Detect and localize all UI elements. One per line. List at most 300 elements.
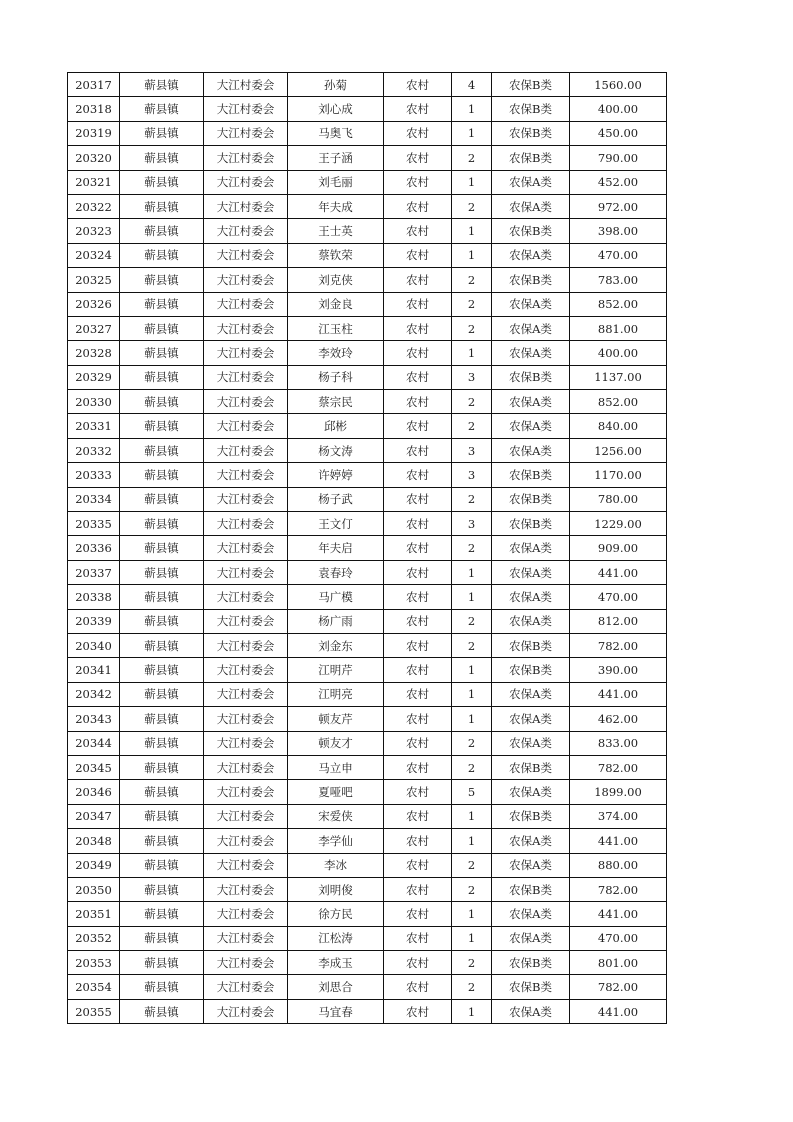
- town-cell: 蕲县镇: [120, 780, 204, 804]
- amount-cell: 801.00: [570, 951, 667, 975]
- name-cell: 杨文涛: [288, 438, 384, 462]
- village-cell: 大江村委会: [204, 390, 288, 414]
- household-count-cell: 1: [452, 97, 492, 121]
- id-cell: 20324: [68, 243, 120, 267]
- id-cell: 20348: [68, 829, 120, 853]
- household-count-cell: 3: [452, 463, 492, 487]
- amount-cell: 812.00: [570, 609, 667, 633]
- amount-cell: 374.00: [570, 804, 667, 828]
- table-row: [68, 536, 667, 560]
- town-cell: 蕲县镇: [120, 194, 204, 218]
- table-row: [68, 512, 667, 536]
- table-row: [68, 877, 667, 901]
- name-cell: 马立申: [288, 755, 384, 779]
- town-cell: 蕲县镇: [120, 707, 204, 731]
- id-cell: 20333: [68, 463, 120, 487]
- table-row: [68, 390, 667, 414]
- name-cell: 刘金东: [288, 633, 384, 657]
- village-cell: 大江村委会: [204, 194, 288, 218]
- amount-cell: 1256.00: [570, 438, 667, 462]
- area-cell: 农村: [384, 146, 452, 170]
- household-count-cell: 1: [452, 682, 492, 706]
- category-cell: 农保B类: [492, 951, 570, 975]
- village-cell: 大江村委会: [204, 682, 288, 706]
- town-cell: 蕲县镇: [120, 512, 204, 536]
- category-cell: 农保A类: [492, 780, 570, 804]
- town-cell: 蕲县镇: [120, 146, 204, 170]
- table-row: [68, 146, 667, 170]
- name-cell: 李学仙: [288, 829, 384, 853]
- village-cell: 大江村委会: [204, 463, 288, 487]
- town-cell: 蕲县镇: [120, 804, 204, 828]
- area-cell: 农村: [384, 365, 452, 389]
- amount-cell: 852.00: [570, 390, 667, 414]
- household-count-cell: 2: [452, 487, 492, 511]
- category-cell: 农保A类: [492, 536, 570, 560]
- id-cell: 20325: [68, 268, 120, 292]
- amount-cell: 909.00: [570, 536, 667, 560]
- table-row: [68, 219, 667, 243]
- category-cell: 农保A类: [492, 999, 570, 1023]
- village-cell: 大江村委会: [204, 804, 288, 828]
- table-row: [68, 731, 667, 755]
- household-count-cell: 2: [452, 951, 492, 975]
- village-cell: 大江村委会: [204, 585, 288, 609]
- household-count-cell: 1: [452, 560, 492, 584]
- table-row: [68, 585, 667, 609]
- category-cell: 农保A类: [492, 292, 570, 316]
- village-cell: 大江村委会: [204, 755, 288, 779]
- town-cell: 蕲县镇: [120, 487, 204, 511]
- amount-cell: 782.00: [570, 975, 667, 999]
- village-cell: 大江村委会: [204, 438, 288, 462]
- area-cell: 农村: [384, 390, 452, 414]
- town-cell: 蕲县镇: [120, 463, 204, 487]
- household-count-cell: 2: [452, 609, 492, 633]
- name-cell: 王子涵: [288, 146, 384, 170]
- household-count-cell: 1: [452, 585, 492, 609]
- village-cell: 大江村委会: [204, 902, 288, 926]
- category-cell: 农保A类: [492, 829, 570, 853]
- village-cell: 大江村委会: [204, 658, 288, 682]
- area-cell: 农村: [384, 194, 452, 218]
- household-count-cell: 2: [452, 975, 492, 999]
- table-row: [68, 658, 667, 682]
- area-cell: 农村: [384, 804, 452, 828]
- household-count-cell: 3: [452, 365, 492, 389]
- area-cell: 农村: [384, 633, 452, 657]
- id-cell: 20329: [68, 365, 120, 389]
- name-cell: 顿友才: [288, 731, 384, 755]
- table-row: [68, 97, 667, 121]
- amount-cell: 470.00: [570, 243, 667, 267]
- town-cell: 蕲县镇: [120, 170, 204, 194]
- amount-cell: 782.00: [570, 755, 667, 779]
- table-row: [68, 365, 667, 389]
- table-row: [68, 902, 667, 926]
- amount-cell: 441.00: [570, 560, 667, 584]
- town-cell: 蕲县镇: [120, 536, 204, 560]
- household-count-cell: 2: [452, 755, 492, 779]
- category-cell: 农保A类: [492, 316, 570, 340]
- table-row: [68, 438, 667, 462]
- village-cell: 大江村委会: [204, 121, 288, 145]
- town-cell: 蕲县镇: [120, 243, 204, 267]
- town-cell: 蕲县镇: [120, 121, 204, 145]
- area-cell: 农村: [384, 487, 452, 511]
- category-cell: 农保B类: [492, 97, 570, 121]
- category-cell: 农保B类: [492, 755, 570, 779]
- amount-cell: 790.00: [570, 146, 667, 170]
- area-cell: 农村: [384, 536, 452, 560]
- name-cell: 李成玉: [288, 951, 384, 975]
- table-row: [68, 755, 667, 779]
- id-cell: 20323: [68, 219, 120, 243]
- amount-cell: 1229.00: [570, 512, 667, 536]
- village-cell: 大江村委会: [204, 951, 288, 975]
- category-cell: 农保A类: [492, 731, 570, 755]
- name-cell: 江玉柱: [288, 316, 384, 340]
- area-cell: 农村: [384, 877, 452, 901]
- category-cell: 农保A类: [492, 853, 570, 877]
- household-count-cell: 2: [452, 292, 492, 316]
- name-cell: 江松涛: [288, 926, 384, 950]
- area-cell: 农村: [384, 853, 452, 877]
- id-cell: 20334: [68, 487, 120, 511]
- village-cell: 大江村委会: [204, 877, 288, 901]
- village-cell: 大江村委会: [204, 633, 288, 657]
- area-cell: 农村: [384, 682, 452, 706]
- name-cell: 刘思合: [288, 975, 384, 999]
- table-row: [68, 780, 667, 804]
- area-cell: 农村: [384, 951, 452, 975]
- town-cell: 蕲县镇: [120, 731, 204, 755]
- category-cell: 农保A类: [492, 926, 570, 950]
- table-row: [68, 609, 667, 633]
- town-cell: 蕲县镇: [120, 414, 204, 438]
- id-cell: 20337: [68, 560, 120, 584]
- village-cell: 大江村委会: [204, 243, 288, 267]
- category-cell: 农保B类: [492, 975, 570, 999]
- village-cell: 大江村委会: [204, 170, 288, 194]
- amount-cell: 1560.00: [570, 73, 667, 97]
- town-cell: 蕲县镇: [120, 682, 204, 706]
- id-cell: 20332: [68, 438, 120, 462]
- beneficiary-table: [67, 72, 667, 1024]
- area-cell: 农村: [384, 512, 452, 536]
- name-cell: 马广模: [288, 585, 384, 609]
- village-cell: 大江村委会: [204, 560, 288, 584]
- amount-cell: 398.00: [570, 219, 667, 243]
- id-cell: 20349: [68, 853, 120, 877]
- village-cell: 大江村委会: [204, 487, 288, 511]
- amount-cell: 972.00: [570, 194, 667, 218]
- area-cell: 农村: [384, 755, 452, 779]
- table-row: [68, 414, 667, 438]
- category-cell: 农保B类: [492, 512, 570, 536]
- table-row: [68, 170, 667, 194]
- amount-cell: 470.00: [570, 585, 667, 609]
- table-row: [68, 487, 667, 511]
- table-row: [68, 853, 667, 877]
- household-count-cell: 2: [452, 390, 492, 414]
- name-cell: 刘金良: [288, 292, 384, 316]
- household-count-cell: 1: [452, 707, 492, 731]
- category-cell: 农保B类: [492, 121, 570, 145]
- category-cell: 农保B类: [492, 804, 570, 828]
- town-cell: 蕲县镇: [120, 902, 204, 926]
- category-cell: 农保A类: [492, 438, 570, 462]
- village-cell: 大江村委会: [204, 829, 288, 853]
- category-cell: 农保A类: [492, 170, 570, 194]
- name-cell: 蔡钦荣: [288, 243, 384, 267]
- table-row: [68, 560, 667, 584]
- category-cell: 农保A类: [492, 707, 570, 731]
- id-cell: 20322: [68, 194, 120, 218]
- name-cell: 王文仃: [288, 512, 384, 536]
- area-cell: 农村: [384, 658, 452, 682]
- area-cell: 农村: [384, 585, 452, 609]
- household-count-cell: 1: [452, 341, 492, 365]
- category-cell: 农保B类: [492, 658, 570, 682]
- name-cell: 邱彬: [288, 414, 384, 438]
- table-row: [68, 243, 667, 267]
- table-row: [68, 951, 667, 975]
- category-cell: 农保B类: [492, 487, 570, 511]
- name-cell: 马宜春: [288, 999, 384, 1023]
- table-row: [68, 804, 667, 828]
- table-row: [68, 463, 667, 487]
- name-cell: 徐方民: [288, 902, 384, 926]
- amount-cell: 441.00: [570, 682, 667, 706]
- household-count-cell: 1: [452, 829, 492, 853]
- name-cell: 夏哑吧: [288, 780, 384, 804]
- table-row: [68, 829, 667, 853]
- town-cell: 蕲县镇: [120, 292, 204, 316]
- table-row: [68, 633, 667, 657]
- name-cell: 孙菊: [288, 73, 384, 97]
- area-cell: 农村: [384, 731, 452, 755]
- id-cell: 20350: [68, 877, 120, 901]
- town-cell: 蕲县镇: [120, 999, 204, 1023]
- household-count-cell: 5: [452, 780, 492, 804]
- amount-cell: 441.00: [570, 999, 667, 1023]
- household-count-cell: 2: [452, 853, 492, 877]
- household-count-cell: 4: [452, 73, 492, 97]
- name-cell: 蔡宗民: [288, 390, 384, 414]
- village-cell: 大江村委会: [204, 512, 288, 536]
- household-count-cell: 2: [452, 731, 492, 755]
- id-cell: 20340: [68, 633, 120, 657]
- id-cell: 20328: [68, 341, 120, 365]
- village-cell: 大江村委会: [204, 365, 288, 389]
- town-cell: 蕲县镇: [120, 585, 204, 609]
- table-row: [68, 73, 667, 97]
- area-cell: 农村: [384, 780, 452, 804]
- household-count-cell: 1: [452, 999, 492, 1023]
- id-cell: 20343: [68, 707, 120, 731]
- category-cell: 农保B类: [492, 463, 570, 487]
- town-cell: 蕲县镇: [120, 73, 204, 97]
- area-cell: 农村: [384, 609, 452, 633]
- town-cell: 蕲县镇: [120, 316, 204, 340]
- household-count-cell: 1: [452, 658, 492, 682]
- area-cell: 农村: [384, 219, 452, 243]
- table-row: [68, 194, 667, 218]
- table-row: [68, 121, 667, 145]
- table-row: [68, 341, 667, 365]
- town-cell: 蕲县镇: [120, 877, 204, 901]
- category-cell: 农保B类: [492, 219, 570, 243]
- category-cell: 农保A类: [492, 194, 570, 218]
- town-cell: 蕲县镇: [120, 755, 204, 779]
- town-cell: 蕲县镇: [120, 609, 204, 633]
- id-cell: 20351: [68, 902, 120, 926]
- id-cell: 20342: [68, 682, 120, 706]
- area-cell: 农村: [384, 316, 452, 340]
- amount-cell: 840.00: [570, 414, 667, 438]
- name-cell: 刘心成: [288, 97, 384, 121]
- id-cell: 20339: [68, 609, 120, 633]
- name-cell: 江明亮: [288, 682, 384, 706]
- name-cell: 李效玲: [288, 341, 384, 365]
- id-cell: 20352: [68, 926, 120, 950]
- village-cell: 大江村委会: [204, 73, 288, 97]
- table-row: [68, 926, 667, 950]
- amount-cell: 1899.00: [570, 780, 667, 804]
- village-cell: 大江村委会: [204, 316, 288, 340]
- category-cell: 农保A类: [492, 902, 570, 926]
- name-cell: 年夫成: [288, 194, 384, 218]
- village-cell: 大江村委会: [204, 609, 288, 633]
- area-cell: 农村: [384, 999, 452, 1023]
- id-cell: 20345: [68, 755, 120, 779]
- category-cell: 农保B类: [492, 633, 570, 657]
- name-cell: 江明芹: [288, 658, 384, 682]
- table-row: [68, 707, 667, 731]
- town-cell: 蕲县镇: [120, 268, 204, 292]
- id-cell: 20336: [68, 536, 120, 560]
- id-cell: 20331: [68, 414, 120, 438]
- village-cell: 大江村委会: [204, 999, 288, 1023]
- name-cell: 刘克侠: [288, 268, 384, 292]
- name-cell: 李冰: [288, 853, 384, 877]
- table-row: [68, 975, 667, 999]
- town-cell: 蕲县镇: [120, 853, 204, 877]
- household-count-cell: 2: [452, 877, 492, 901]
- area-cell: 农村: [384, 268, 452, 292]
- category-cell: 农保A类: [492, 609, 570, 633]
- id-cell: 20330: [68, 390, 120, 414]
- household-count-cell: 1: [452, 243, 492, 267]
- name-cell: 袁春玲: [288, 560, 384, 584]
- village-cell: 大江村委会: [204, 926, 288, 950]
- id-cell: 20353: [68, 951, 120, 975]
- table-row: [68, 292, 667, 316]
- category-cell: 农保B类: [492, 877, 570, 901]
- household-count-cell: 1: [452, 219, 492, 243]
- area-cell: 农村: [384, 243, 452, 267]
- household-count-cell: 3: [452, 438, 492, 462]
- household-count-cell: 1: [452, 926, 492, 950]
- household-count-cell: 2: [452, 146, 492, 170]
- id-cell: 20326: [68, 292, 120, 316]
- town-cell: 蕲县镇: [120, 341, 204, 365]
- category-cell: 农保B类: [492, 365, 570, 389]
- category-cell: 农保A类: [492, 243, 570, 267]
- name-cell: 刘毛丽: [288, 170, 384, 194]
- id-cell: 20319: [68, 121, 120, 145]
- household-count-cell: 1: [452, 902, 492, 926]
- id-cell: 20341: [68, 658, 120, 682]
- id-cell: 20346: [68, 780, 120, 804]
- town-cell: 蕲县镇: [120, 219, 204, 243]
- village-cell: 大江村委会: [204, 780, 288, 804]
- town-cell: 蕲县镇: [120, 951, 204, 975]
- name-cell: 顿友芹: [288, 707, 384, 731]
- amount-cell: 441.00: [570, 829, 667, 853]
- amount-cell: 852.00: [570, 292, 667, 316]
- name-cell: 杨子武: [288, 487, 384, 511]
- area-cell: 农村: [384, 902, 452, 926]
- amount-cell: 881.00: [570, 316, 667, 340]
- name-cell: 马奥飞: [288, 121, 384, 145]
- village-cell: 大江村委会: [204, 146, 288, 170]
- village-cell: 大江村委会: [204, 219, 288, 243]
- name-cell: 许婷婷: [288, 463, 384, 487]
- village-cell: 大江村委会: [204, 731, 288, 755]
- area-cell: 农村: [384, 97, 452, 121]
- id-cell: 20327: [68, 316, 120, 340]
- amount-cell: 880.00: [570, 853, 667, 877]
- town-cell: 蕲县镇: [120, 926, 204, 950]
- id-cell: 20320: [68, 146, 120, 170]
- village-cell: 大江村委会: [204, 707, 288, 731]
- area-cell: 农村: [384, 560, 452, 584]
- area-cell: 农村: [384, 975, 452, 999]
- area-cell: 农村: [384, 463, 452, 487]
- village-cell: 大江村委会: [204, 853, 288, 877]
- village-cell: 大江村委会: [204, 414, 288, 438]
- category-cell: 农保A类: [492, 341, 570, 365]
- amount-cell: 1170.00: [570, 463, 667, 487]
- id-cell: 20318: [68, 97, 120, 121]
- name-cell: 王士英: [288, 219, 384, 243]
- table-row: [68, 268, 667, 292]
- id-cell: 20344: [68, 731, 120, 755]
- household-count-cell: 2: [452, 268, 492, 292]
- name-cell: 年夫启: [288, 536, 384, 560]
- table-row: [68, 682, 667, 706]
- amount-cell: 470.00: [570, 926, 667, 950]
- area-cell: 农村: [384, 73, 452, 97]
- amount-cell: 782.00: [570, 877, 667, 901]
- household-count-cell: 2: [452, 633, 492, 657]
- area-cell: 农村: [384, 341, 452, 365]
- town-cell: 蕲县镇: [120, 658, 204, 682]
- id-cell: 20338: [68, 585, 120, 609]
- area-cell: 农村: [384, 292, 452, 316]
- village-cell: 大江村委会: [204, 975, 288, 999]
- amount-cell: 400.00: [570, 341, 667, 365]
- village-cell: 大江村委会: [204, 536, 288, 560]
- id-cell: 20347: [68, 804, 120, 828]
- amount-cell: 462.00: [570, 707, 667, 731]
- area-cell: 农村: [384, 707, 452, 731]
- id-cell: 20355: [68, 999, 120, 1023]
- id-cell: 20335: [68, 512, 120, 536]
- household-count-cell: 2: [452, 414, 492, 438]
